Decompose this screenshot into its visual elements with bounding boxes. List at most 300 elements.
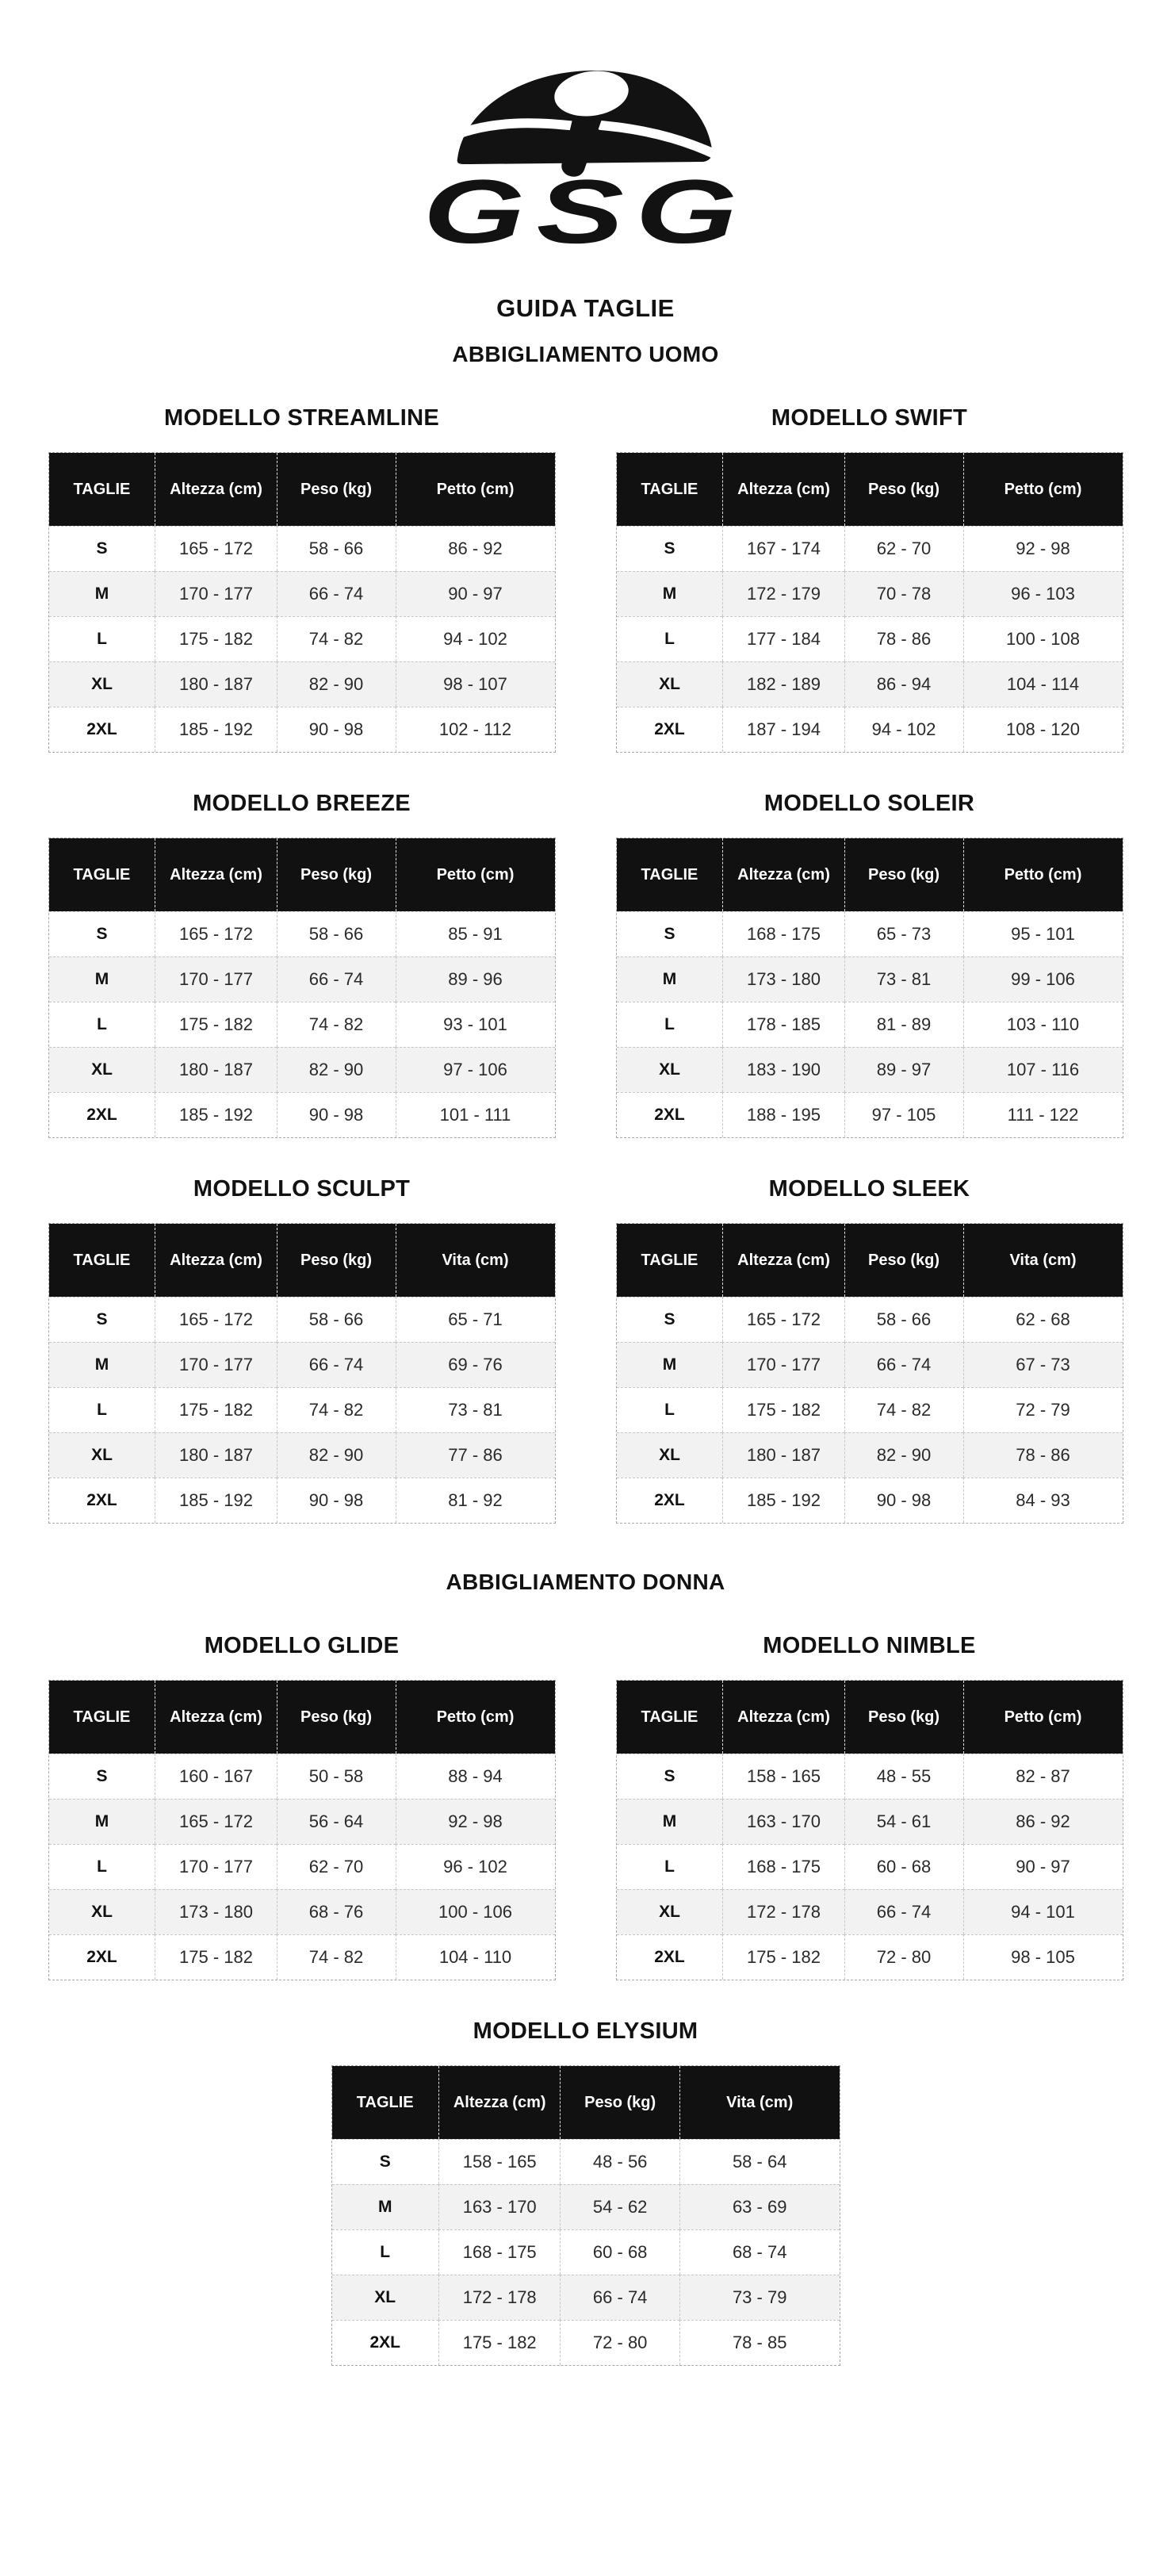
table-row-l: [617, 1387, 1123, 1432]
size-table-head: [617, 838, 1123, 911]
size-cell: L: [617, 616, 723, 661]
value-cell: 175 - 182: [155, 616, 276, 661]
value-cell: 170 - 177: [722, 1342, 844, 1387]
value-cell: 170 - 177: [155, 956, 276, 1002]
column-header-peso-kg: Peso (kg): [560, 2066, 679, 2139]
value-cell: 108 - 120: [963, 707, 1123, 752]
size-table-head: [49, 453, 555, 526]
table-row-l: [49, 1844, 555, 1889]
size-guide-sections: [0, 342, 1171, 2366]
header-row: [49, 838, 555, 911]
size-cell: XL: [617, 1432, 723, 1478]
value-cell: 182 - 189: [722, 661, 844, 707]
column-header-petto-cm: Petto (cm): [396, 453, 555, 526]
table-row-l: [617, 1844, 1123, 1889]
value-cell: 58 - 66: [277, 1297, 396, 1342]
table-row-xl: [332, 2275, 840, 2320]
table-row-l: [617, 616, 1123, 661]
column-header-petto-cm: Petto (cm): [396, 838, 555, 911]
value-cell: 89 - 96: [396, 956, 555, 1002]
table-title-modello-breeze: MODELLO BREEZE: [193, 791, 411, 816]
value-cell: 96 - 103: [963, 571, 1123, 616]
value-cell: 188 - 195: [722, 1092, 844, 1137]
size-table-head: [49, 1681, 555, 1754]
table-row-s: [617, 1297, 1123, 1342]
value-cell: 78 - 86: [844, 616, 963, 661]
column-header-peso-kg: Peso (kg): [277, 838, 396, 911]
header-row: [49, 453, 555, 526]
table-row-l: [49, 1387, 555, 1432]
size-table-body: [617, 911, 1123, 1137]
value-cell: 90 - 97: [396, 571, 555, 616]
table-block-modello-sleek: [616, 1176, 1123, 1524]
size-cell: L: [617, 1387, 723, 1432]
value-cell: 82 - 90: [277, 1047, 396, 1092]
table-row-xl: [617, 1432, 1123, 1478]
table-title-modello-swift: MODELLO SWIFT: [771, 405, 968, 431]
size-cell: M: [617, 1342, 723, 1387]
size-cell: XL: [49, 1047, 155, 1092]
value-cell: 85 - 91: [396, 911, 555, 956]
table-title-modello-soleir: MODELLO SOLEIR: [763, 791, 975, 816]
size-cell: XL: [617, 1889, 723, 1934]
value-cell: 160 - 167: [155, 1754, 276, 1799]
value-cell: 178 - 185: [722, 1002, 844, 1047]
size-cell: S: [49, 1754, 155, 1799]
table-row-m: [617, 571, 1123, 616]
size-cell: 2XL: [617, 707, 723, 752]
value-cell: 175 - 182: [438, 2320, 561, 2365]
table-row-l: [49, 616, 555, 661]
value-cell: 82 - 87: [963, 1754, 1123, 1799]
header-row: [49, 1681, 555, 1754]
table-block-modello-breeze: [48, 791, 556, 1138]
table-row-2xl: [617, 707, 1123, 752]
gsg-rider-helmet-icon: [446, 67, 718, 177]
size-cell: 2XL: [49, 1092, 155, 1137]
value-cell: 66 - 74: [844, 1342, 963, 1387]
column-header-taglie: TAGLIE: [332, 2066, 438, 2139]
value-cell: 173 - 180: [155, 1889, 276, 1934]
table-row-2xl: [49, 1478, 555, 1523]
value-cell: 102 - 112: [396, 707, 555, 752]
value-cell: 66 - 74: [277, 571, 396, 616]
size-table-head: [617, 1224, 1123, 1297]
value-cell: 84 - 93: [963, 1478, 1123, 1523]
size-cell: XL: [49, 661, 155, 707]
value-cell: 54 - 61: [844, 1799, 963, 1844]
value-cell: 50 - 58: [277, 1754, 396, 1799]
value-cell: 90 - 98: [844, 1478, 963, 1523]
size-cell: M: [617, 1799, 723, 1844]
table-row-2xl: [49, 1934, 555, 1980]
column-header-altezza-cm: Altezza (cm): [722, 1224, 844, 1297]
column-header-altezza-cm: Altezza (cm): [155, 1224, 276, 1297]
value-cell: 74 - 82: [277, 1934, 396, 1980]
value-cell: 68 - 74: [679, 2229, 840, 2275]
value-cell: 95 - 101: [963, 911, 1123, 956]
size-table-body: [49, 526, 555, 752]
size-cell: L: [617, 1844, 723, 1889]
table-row-2xl: [617, 1934, 1123, 1980]
value-cell: 90 - 98: [277, 1478, 396, 1523]
table-row-m: [617, 1799, 1123, 1844]
value-cell: 74 - 82: [277, 1387, 396, 1432]
column-header-peso-kg: Peso (kg): [844, 838, 963, 911]
value-cell: 68 - 76: [277, 1889, 396, 1934]
value-cell: 100 - 106: [396, 1889, 555, 1934]
value-cell: 58 - 66: [277, 911, 396, 956]
column-header-peso-kg: Peso (kg): [844, 1681, 963, 1754]
column-header-petto-cm: Petto (cm): [396, 1681, 555, 1754]
value-cell: 66 - 74: [277, 956, 396, 1002]
value-cell: 185 - 192: [155, 1478, 276, 1523]
table-row-s: [49, 526, 555, 571]
value-cell: 65 - 71: [396, 1297, 555, 1342]
column-header-taglie: TAGLIE: [49, 1681, 155, 1754]
value-cell: 82 - 90: [844, 1432, 963, 1478]
value-cell: 81 - 89: [844, 1002, 963, 1047]
value-cell: 63 - 69: [679, 2184, 840, 2229]
value-cell: 165 - 172: [155, 1297, 276, 1342]
table-title-modello-glide: MODELLO GLIDE: [204, 1633, 400, 1658]
table-row-s: [617, 911, 1123, 956]
table-row-s: [617, 526, 1123, 571]
size-cell: S: [617, 1297, 723, 1342]
value-cell: 170 - 177: [155, 571, 276, 616]
value-cell: 104 - 114: [963, 661, 1123, 707]
size-table-modello-sleek: [616, 1223, 1123, 1524]
size-cell: 2XL: [617, 1934, 723, 1980]
value-cell: 60 - 68: [560, 2229, 679, 2275]
value-cell: 74 - 82: [277, 616, 396, 661]
value-cell: 56 - 64: [277, 1799, 396, 1844]
value-cell: 175 - 182: [155, 1387, 276, 1432]
size-table-modello-elysium: [331, 2065, 840, 2366]
table-row-2xl: [617, 1092, 1123, 1137]
size-table-body: [617, 526, 1123, 752]
value-cell: 97 - 105: [844, 1092, 963, 1137]
table-row-xl: [617, 661, 1123, 707]
table-title-modello-elysium: MODELLO ELYSIUM: [473, 2018, 698, 2044]
size-cell: M: [49, 571, 155, 616]
value-cell: 92 - 98: [963, 526, 1123, 571]
size-cell: S: [617, 911, 723, 956]
size-cell: L: [49, 1387, 155, 1432]
value-cell: 170 - 177: [155, 1342, 276, 1387]
value-cell: 94 - 102: [396, 616, 555, 661]
value-cell: 72 - 79: [963, 1387, 1123, 1432]
size-table-modello-streamline: [48, 452, 556, 753]
size-cell: XL: [617, 661, 723, 707]
value-cell: 62 - 70: [844, 526, 963, 571]
value-cell: 86 - 92: [396, 526, 555, 571]
value-cell: 158 - 165: [438, 2139, 561, 2184]
size-table-body: [617, 1754, 1123, 1980]
value-cell: 180 - 187: [155, 1047, 276, 1092]
table-row-m: [49, 1799, 555, 1844]
header-row: [332, 2066, 840, 2139]
value-cell: 74 - 82: [844, 1387, 963, 1432]
value-cell: 98 - 107: [396, 661, 555, 707]
value-cell: 72 - 80: [560, 2320, 679, 2365]
header-row: [617, 838, 1123, 911]
size-table-head: [49, 1224, 555, 1297]
header-row: [617, 1224, 1123, 1297]
size-cell: S: [617, 1754, 723, 1799]
value-cell: 158 - 165: [722, 1754, 844, 1799]
column-header-taglie: TAGLIE: [49, 1224, 155, 1297]
header-row: [49, 1224, 555, 1297]
value-cell: 92 - 98: [396, 1799, 555, 1844]
value-cell: 67 - 73: [963, 1342, 1123, 1387]
value-cell: 183 - 190: [722, 1047, 844, 1092]
size-cell: L: [617, 1002, 723, 1047]
value-cell: 107 - 116: [963, 1047, 1123, 1092]
size-table-body: [332, 2139, 840, 2365]
value-cell: 48 - 56: [560, 2139, 679, 2184]
size-cell: L: [49, 616, 155, 661]
size-table-body: [49, 1297, 555, 1523]
size-table-modello-swift: [616, 452, 1123, 753]
value-cell: 89 - 97: [844, 1047, 963, 1092]
section-title-abbigliamento-donna: ABBIGLIAMENTO DONNA: [446, 1570, 725, 1594]
value-cell: 98 - 105: [963, 1934, 1123, 1980]
table-row-l: [332, 2229, 840, 2275]
value-cell: 73 - 81: [396, 1387, 555, 1432]
size-cell: L: [49, 1844, 155, 1889]
column-header-peso-kg: Peso (kg): [277, 453, 396, 526]
value-cell: 60 - 68: [844, 1844, 963, 1889]
value-cell: 62 - 70: [277, 1844, 396, 1889]
value-cell: 167 - 174: [722, 526, 844, 571]
table-row-s: [49, 1754, 555, 1799]
tables-grid-abbigliamento-uomo: [0, 367, 1171, 1524]
size-cell: S: [332, 2139, 438, 2184]
value-cell: 48 - 55: [844, 1754, 963, 1799]
value-cell: 74 - 82: [277, 1002, 396, 1047]
table-row-xl: [49, 1432, 555, 1478]
value-cell: 172 - 178: [438, 2275, 561, 2320]
table-block-modello-swift: [616, 405, 1123, 753]
size-cell: M: [49, 956, 155, 1002]
value-cell: 69 - 76: [396, 1342, 555, 1387]
size-cell: XL: [332, 2275, 438, 2320]
column-header-altezza-cm: Altezza (cm): [155, 1681, 276, 1754]
value-cell: 111 - 122: [963, 1092, 1123, 1137]
column-header-petto-cm: Petto (cm): [963, 453, 1123, 526]
table-row-m: [617, 956, 1123, 1002]
size-table-head: [617, 1681, 1123, 1754]
size-table-head: [49, 838, 555, 911]
column-header-vita-cm: Vita (cm): [963, 1224, 1123, 1297]
value-cell: 100 - 108: [963, 616, 1123, 661]
value-cell: 58 - 66: [844, 1297, 963, 1342]
size-cell: 2XL: [617, 1478, 723, 1523]
gsg-wordmark: GSG: [423, 161, 748, 252]
value-cell: 177 - 184: [722, 616, 844, 661]
table-title-modello-nimble: MODELLO NIMBLE: [763, 1633, 976, 1658]
table-block-modello-elysium: [331, 2018, 840, 2366]
value-cell: 185 - 192: [155, 1092, 276, 1137]
table-block-modello-soleir: [616, 791, 1123, 1138]
value-cell: 86 - 94: [844, 661, 963, 707]
value-cell: 187 - 194: [722, 707, 844, 752]
table-row-xl: [49, 1047, 555, 1092]
size-cell: S: [49, 911, 155, 956]
table-row-s: [49, 1297, 555, 1342]
table-row-2xl: [332, 2320, 840, 2365]
table-row-xl: [49, 1889, 555, 1934]
column-header-taglie: TAGLIE: [617, 1224, 723, 1297]
value-cell: 58 - 66: [277, 526, 396, 571]
column-header-altezza-cm: Altezza (cm): [722, 453, 844, 526]
value-cell: 73 - 79: [679, 2275, 840, 2320]
value-cell: 180 - 187: [155, 661, 276, 707]
value-cell: 66 - 74: [277, 1342, 396, 1387]
table-row-s: [617, 1754, 1123, 1799]
size-table-modello-glide: [48, 1680, 556, 1980]
value-cell: 82 - 90: [277, 1432, 396, 1478]
size-cell: M: [617, 571, 723, 616]
size-table-body: [49, 1754, 555, 1980]
column-header-altezza-cm: Altezza (cm): [155, 838, 276, 911]
value-cell: 81 - 92: [396, 1478, 555, 1523]
value-cell: 66 - 74: [560, 2275, 679, 2320]
value-cell: 65 - 73: [844, 911, 963, 956]
value-cell: 90 - 97: [963, 1844, 1123, 1889]
size-table-modello-soleir: [616, 838, 1123, 1138]
value-cell: 94 - 101: [963, 1889, 1123, 1934]
table-row-m: [617, 1342, 1123, 1387]
section-title-abbigliamento-uomo: ABBIGLIAMENTO UOMO: [452, 342, 719, 366]
size-cell: 2XL: [49, 1934, 155, 1980]
column-header-petto-cm: Petto (cm): [963, 1681, 1123, 1754]
value-cell: 165 - 172: [155, 1799, 276, 1844]
value-cell: 78 - 85: [679, 2320, 840, 2365]
value-cell: 165 - 172: [155, 526, 276, 571]
value-cell: 168 - 175: [722, 911, 844, 956]
size-cell: 2XL: [49, 1478, 155, 1523]
value-cell: 62 - 68: [963, 1297, 1123, 1342]
size-table-modello-breeze: [48, 838, 556, 1138]
size-cell: XL: [617, 1047, 723, 1092]
value-cell: 94 - 102: [844, 707, 963, 752]
value-cell: 175 - 182: [155, 1934, 276, 1980]
value-cell: 168 - 175: [438, 2229, 561, 2275]
table-row-m: [49, 571, 555, 616]
value-cell: 170 - 177: [155, 1844, 276, 1889]
size-cell: XL: [49, 1889, 155, 1934]
value-cell: 103 - 110: [963, 1002, 1123, 1047]
size-cell: M: [617, 956, 723, 1002]
column-header-petto-cm: Petto (cm): [963, 838, 1123, 911]
table-row-2xl: [49, 1092, 555, 1137]
size-table-body: [49, 911, 555, 1137]
value-cell: 180 - 187: [722, 1432, 844, 1478]
size-cell: XL: [49, 1432, 155, 1478]
table-title-modello-sculpt: MODELLO SCULPT: [193, 1176, 411, 1202]
size-cell: L: [49, 1002, 155, 1047]
table-row-xl: [617, 1047, 1123, 1092]
value-cell: 175 - 182: [155, 1002, 276, 1047]
value-cell: 73 - 81: [844, 956, 963, 1002]
size-cell: 2XL: [332, 2320, 438, 2365]
size-cell: S: [49, 526, 155, 571]
value-cell: 96 - 102: [396, 1844, 555, 1889]
value-cell: 78 - 86: [963, 1432, 1123, 1478]
value-cell: 101 - 111: [396, 1092, 555, 1137]
column-header-peso-kg: Peso (kg): [844, 1224, 963, 1297]
column-header-altezza-cm: Altezza (cm): [438, 2066, 561, 2139]
size-cell: S: [617, 526, 723, 571]
column-header-vita-cm: Vita (cm): [396, 1224, 555, 1297]
value-cell: 163 - 170: [438, 2184, 561, 2229]
page-title: GUIDA TAGLIE: [496, 294, 675, 322]
value-cell: 77 - 86: [396, 1432, 555, 1478]
size-table-head: [617, 453, 1123, 526]
gsg-logo: [0, 62, 1171, 256]
column-header-altezza-cm: Altezza (cm): [722, 838, 844, 911]
value-cell: 82 - 90: [277, 661, 396, 707]
size-table-body: [617, 1297, 1123, 1523]
table-block-modello-nimble: [616, 1633, 1123, 1980]
size-cell: L: [332, 2229, 438, 2275]
table-row-m: [49, 1342, 555, 1387]
table-block-modello-sculpt: [48, 1176, 556, 1524]
table-block-modello-glide: [48, 1633, 556, 1980]
value-cell: 104 - 110: [396, 1934, 555, 1980]
table-row-s: [49, 911, 555, 956]
column-header-altezza-cm: Altezza (cm): [155, 453, 276, 526]
value-cell: 99 - 106: [963, 956, 1123, 1002]
value-cell: 180 - 187: [155, 1432, 276, 1478]
table-title-modello-streamline: MODELLO STREAMLINE: [164, 405, 439, 431]
value-cell: 165 - 172: [722, 1297, 844, 1342]
value-cell: 66 - 74: [844, 1889, 963, 1934]
column-header-taglie: TAGLIE: [49, 453, 155, 526]
value-cell: 86 - 92: [963, 1799, 1123, 1844]
value-cell: 165 - 172: [155, 911, 276, 956]
table-row-s: [332, 2139, 840, 2184]
value-cell: 175 - 182: [722, 1387, 844, 1432]
column-header-peso-kg: Peso (kg): [844, 453, 963, 526]
value-cell: 90 - 98: [277, 1092, 396, 1137]
header-row: [617, 1681, 1123, 1754]
column-header-altezza-cm: Altezza (cm): [722, 1681, 844, 1754]
value-cell: 173 - 180: [722, 956, 844, 1002]
value-cell: 93 - 101: [396, 1002, 555, 1047]
size-cell: M: [49, 1799, 155, 1844]
table-row-m: [49, 956, 555, 1002]
value-cell: 168 - 175: [722, 1844, 844, 1889]
column-header-taglie: TAGLIE: [617, 838, 723, 911]
size-table-head: [332, 2066, 840, 2139]
value-cell: 72 - 80: [844, 1934, 963, 1980]
table-title-modello-sleek: MODELLO SLEEK: [768, 1176, 970, 1202]
column-header-vita-cm: Vita (cm): [679, 2066, 840, 2139]
table-row-xl: [617, 1889, 1123, 1934]
size-table-modello-sculpt: [48, 1223, 556, 1524]
table-row-l: [617, 1002, 1123, 1047]
column-header-peso-kg: Peso (kg): [277, 1681, 396, 1754]
value-cell: 88 - 94: [396, 1754, 555, 1799]
size-table-modello-nimble: [616, 1680, 1123, 1980]
table-block-modello-streamline: [48, 405, 556, 753]
value-cell: 172 - 179: [722, 571, 844, 616]
value-cell: 163 - 170: [722, 1799, 844, 1844]
table-row-l: [49, 1002, 555, 1047]
